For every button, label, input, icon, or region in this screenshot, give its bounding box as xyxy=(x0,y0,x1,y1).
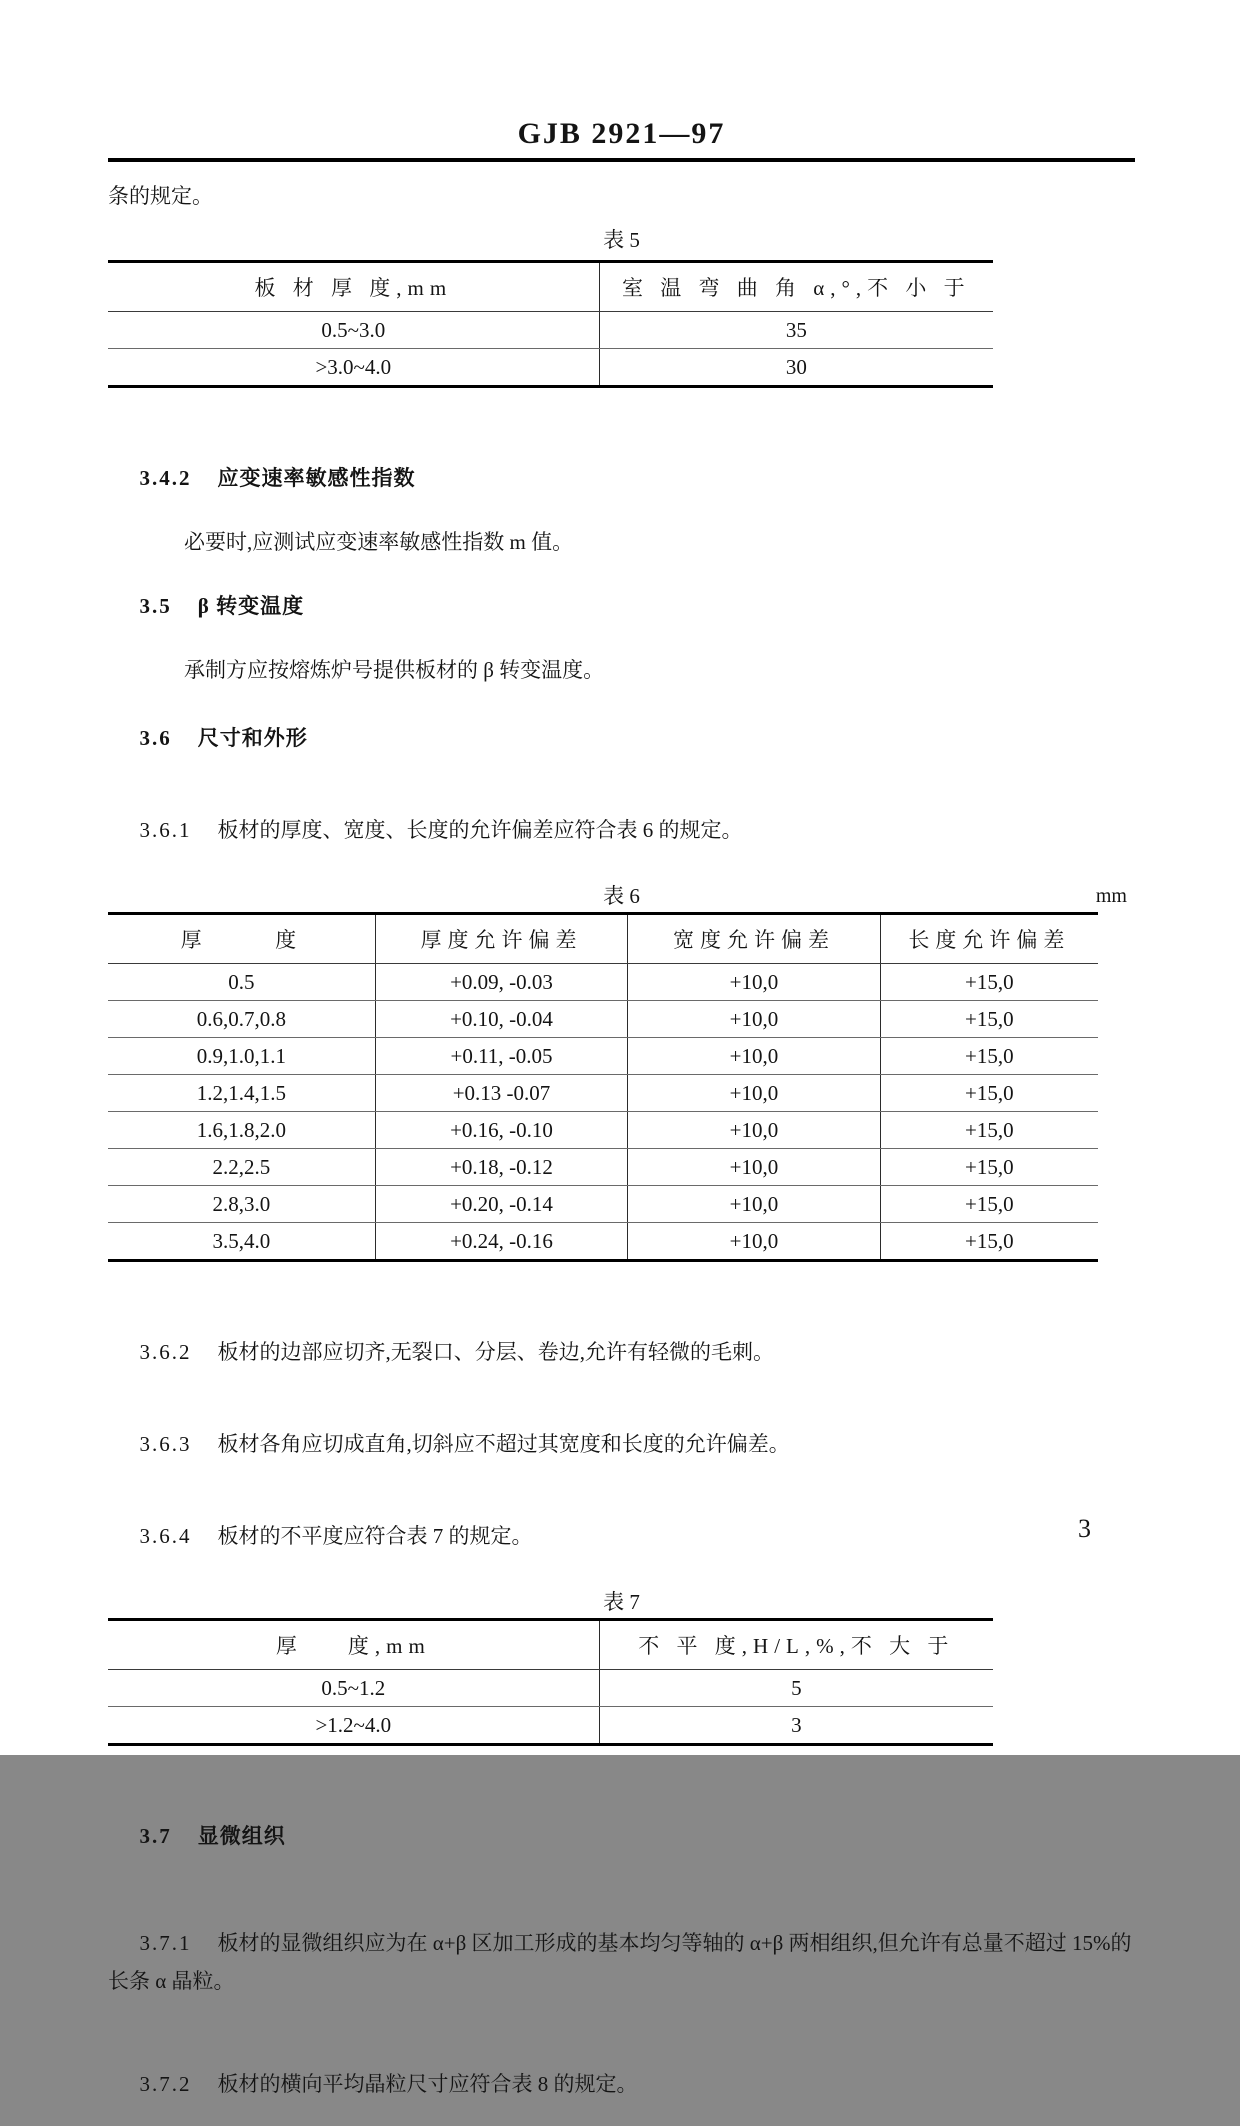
table-cell: +0.16, -0.10 xyxy=(375,1112,627,1149)
table-cell: +0.11, -0.05 xyxy=(375,1038,627,1075)
table-cell: +10,0 xyxy=(628,964,880,1001)
page-number: 3 xyxy=(1078,1514,1091,1543)
table-cell: +10,0 xyxy=(628,1223,880,1261)
table7-wrap xyxy=(108,1618,993,1746)
table-cell: 1.2,1.4,1.5 xyxy=(108,1075,375,1112)
clause-text: 板材的横向平均晶粒尺寸应符合表 8 的规定。 xyxy=(217,2072,638,2096)
table-cell: 2.8,3.0 xyxy=(108,1186,375,1223)
table-cell: +0.09, -0.03 xyxy=(375,964,627,1001)
table-7 xyxy=(108,1618,993,1746)
table-cell: 3.5,4.0 xyxy=(108,1223,375,1261)
table-cell: 0.9,1.0,1.1 xyxy=(108,1038,375,1075)
paragraph-3-4-2: 必要时,应测试应变速率敏感性指数 m 值。 xyxy=(184,530,574,554)
table-cell: +0.24, -0.16 xyxy=(375,1223,627,1261)
column-header: 室 温 弯 曲 角 α,°,不 小 于 xyxy=(599,262,993,312)
section-3-7-heading xyxy=(108,1794,1135,1878)
table-cell: +0.18, -0.12 xyxy=(375,1149,627,1186)
table-cell: 1.6,1.8,2.0 xyxy=(108,1112,375,1149)
table-cell: 3 xyxy=(791,1712,802,1737)
table-row xyxy=(108,1038,1098,1075)
clause-number: 3.7 xyxy=(139,1824,172,1848)
clause-3-6-4 xyxy=(108,1494,1135,1578)
clause-number: 3.5 xyxy=(139,594,172,618)
table6-caption xyxy=(108,882,1135,910)
paragraph-3-5: 承制方应按熔炼炉号提供板材的 β 转变温度。 xyxy=(184,658,605,682)
table-cell: +15,0 xyxy=(880,1149,1098,1186)
table-cell: +0.20, -0.14 xyxy=(375,1186,627,1223)
section-3-5-heading xyxy=(108,564,1135,648)
table-row xyxy=(108,964,1098,1001)
clause-text: 板材的边部应切齐,无裂口、分层、卷边,允许有轻微的毛刺。 xyxy=(217,1340,774,1364)
table-row xyxy=(108,1186,1098,1223)
table-row xyxy=(108,312,993,349)
section-3-6-heading xyxy=(108,696,1135,780)
clause-text: 板材的显微组织应为在 α+β 区加工形成的基本均匀等轴的 α+β 两相组织,但允许有总量不超过 15%的长条 α 晶粒。 xyxy=(108,1931,1132,1993)
table-cell: 5 xyxy=(599,1670,993,1707)
section-3-4-2-heading xyxy=(108,436,1135,520)
section-title: β 转变温度 xyxy=(197,594,305,618)
table-6 xyxy=(108,912,1098,1262)
table-cell: 0.5 xyxy=(108,964,375,1001)
table-cell: +15,0 xyxy=(880,1186,1098,1223)
table-cell: >1.2~4.0 xyxy=(108,1707,599,1745)
table-cell: 30 xyxy=(785,354,807,379)
section-title: 应变速率敏感性指数 xyxy=(217,466,416,490)
table-header-row xyxy=(108,262,993,312)
clause-3-6-1 xyxy=(108,788,1135,872)
table6-unit: mm xyxy=(1095,885,1127,907)
table-row xyxy=(108,1112,1098,1149)
clause-3-6-2 xyxy=(108,1310,1135,1394)
table-5 xyxy=(108,260,993,388)
table6-wrap xyxy=(108,912,1098,1262)
column-header: 板 材 厚 度,mm xyxy=(108,262,599,312)
table-cell: 2.2,2.5 xyxy=(108,1149,375,1186)
clause-number: 3.6.2 xyxy=(139,1340,192,1364)
column-header: 厚 度 xyxy=(108,914,375,964)
table-cell: +15,0 xyxy=(880,1038,1098,1075)
column-header: 厚 度,mm xyxy=(108,1620,599,1670)
table-cell: 35 xyxy=(599,312,993,349)
table5-wrap xyxy=(108,260,993,388)
table-cell: +10,0 xyxy=(628,1001,880,1038)
clause-text: 板材的不平度应符合表 7 的规定。 xyxy=(217,1524,533,1548)
column-header: 长度允许偏差 xyxy=(880,914,1098,964)
column-header: 厚度允许偏差 xyxy=(375,914,627,964)
table-cell: +10,0 xyxy=(628,1112,880,1149)
table-header-row xyxy=(108,914,1098,964)
clause-number: 3.6.4 xyxy=(139,1524,192,1548)
table-header-row xyxy=(108,1620,993,1670)
column-header: 不 平 度,H/L,%,不 大 于 xyxy=(599,1620,993,1670)
clause-text: 板材各角应切成直角,切斜应不超过其宽度和长度的允许偏差。 xyxy=(217,1432,790,1456)
table-cell: +15,0 xyxy=(880,1112,1098,1149)
table7-caption: 表 7 xyxy=(603,1590,640,1614)
table-cell: +10,0 xyxy=(628,1038,880,1075)
section-title: 显微组织 xyxy=(197,1824,286,1848)
table-row xyxy=(108,1075,1098,1112)
table6-caption-text: 表 6 xyxy=(603,884,640,908)
table-row xyxy=(108,1707,993,1745)
table-row xyxy=(108,1223,1098,1261)
clause-number: 3.6.1 xyxy=(139,818,192,842)
clause-number: 3.6.3 xyxy=(139,1432,192,1456)
table-cell: +15,0 xyxy=(880,1001,1098,1038)
table-cell: +10,0 xyxy=(628,1075,880,1112)
table-cell: +10,0 xyxy=(628,1186,880,1223)
clause-number: 3.6 xyxy=(139,726,172,750)
table-row xyxy=(108,1149,1098,1186)
table-row xyxy=(108,1001,1098,1038)
table-cell: >3.0~4.0 xyxy=(108,349,599,387)
intro-text: 条的规定。 xyxy=(108,184,213,208)
clause-3-7-1 xyxy=(108,1886,1135,2038)
clause-number: 3.4.2 xyxy=(139,466,192,490)
table-cell: +0.10, -0.04 xyxy=(375,1001,627,1038)
clause-3-6-3 xyxy=(108,1402,1135,1486)
table5-caption: 表 5 xyxy=(603,228,640,252)
table-cell: +15,0 xyxy=(880,1075,1098,1112)
table-cell: +0.13 -0.07 xyxy=(375,1075,627,1112)
table-cell: +10,0 xyxy=(628,1149,880,1186)
standard-code-header: GJB 2921—97 xyxy=(517,117,726,150)
clause-number: 3.7.2 xyxy=(139,2072,192,2096)
clause-number: 3.7.1 xyxy=(139,1931,192,1955)
table-cell: 0.5~1.2 xyxy=(108,1670,599,1707)
column-header: 宽度允许偏差 xyxy=(628,914,880,964)
table-cell: +15,0 xyxy=(880,964,1098,1001)
header-rule xyxy=(108,158,1135,162)
clause-text: 板材的厚度、宽度、长度的允许偏差应符合表 6 的规定。 xyxy=(217,818,743,842)
clause-3-7-2 xyxy=(108,2042,1135,2126)
table-row xyxy=(108,349,993,387)
table-row xyxy=(108,1670,993,1707)
table-cell: 0.5~3.0 xyxy=(108,312,599,349)
section-title: 尺寸和外形 xyxy=(197,726,308,750)
table-cell: 0.6,0.7,0.8 xyxy=(108,1001,375,1038)
table-cell: +15,0 xyxy=(965,1228,1014,1253)
